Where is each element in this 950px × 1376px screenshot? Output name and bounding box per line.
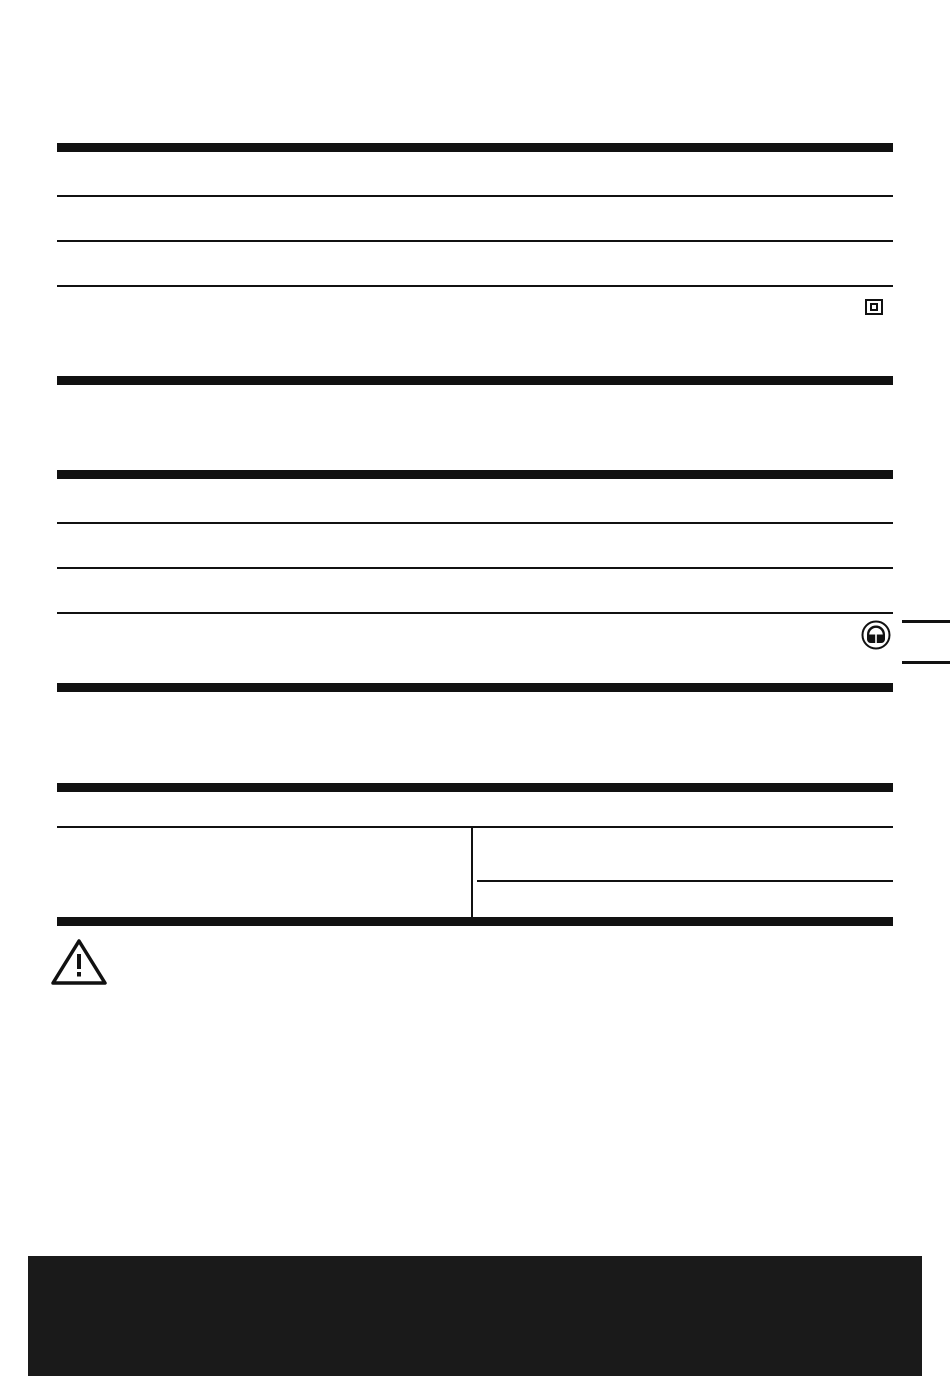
edge-tick-top — [902, 620, 950, 623]
edge-tick-bottom — [902, 661, 950, 664]
table-row — [57, 287, 893, 332]
class-2-insulation-icon — [865, 299, 883, 315]
table-row — [57, 524, 893, 569]
block3-bottom-rule — [57, 917, 893, 926]
warning-triangle-icon — [50, 938, 108, 986]
table-row — [57, 197, 893, 242]
block3-rule-2 — [477, 880, 893, 882]
table-row — [57, 614, 893, 659]
table-row — [57, 479, 893, 524]
table-row — [57, 152, 893, 197]
block3-column-divider — [471, 826, 473, 917]
headphone-noise-icon — [861, 620, 891, 650]
table-row — [57, 569, 893, 614]
spec-block-1 — [57, 152, 893, 332]
block3-top-rule — [57, 783, 893, 792]
block1-bottom-rule — [57, 376, 893, 385]
block2-bottom-rule — [57, 683, 893, 692]
table-row — [57, 242, 893, 287]
block3-rule-1 — [57, 826, 893, 828]
spec-block-3 — [57, 792, 893, 917]
spec-block-2 — [57, 479, 893, 659]
block1-top-rule — [57, 143, 893, 152]
footer-band — [28, 1256, 922, 1376]
block2-top-rule — [57, 470, 893, 479]
